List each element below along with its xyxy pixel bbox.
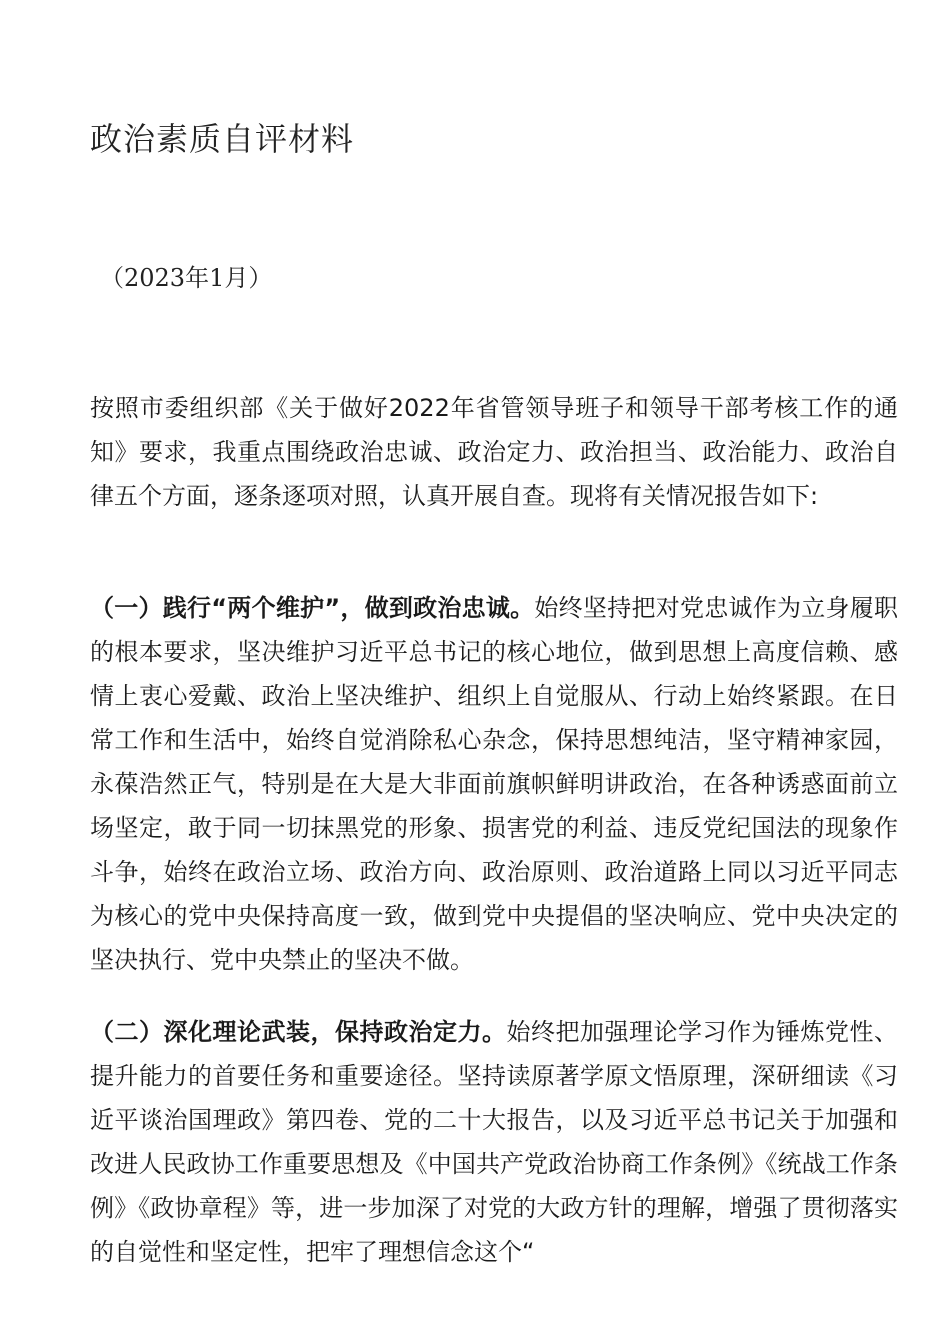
section-paragraph-1 (90, 586, 898, 982)
section-body-1: 始终坚持把对党忠诚作为立身履职的根本要求，坚决维护习近平总书记的核心地位，做到思想上高度信赖、感情上衷心爱戴、政治上坚决维护、组织上自觉服从、行动上始终紧跟。在日常工作和生活中，始终自觉消除私心杂念，保持思想纯洁，坚守精神家园，永葆浩然正气，特别是在大是大非面前旗帜鲜明讲政治，在各种诱惑面前立场坚定，敢于同一切抹黑党的形象、损害党的利益、违反党纪国法的现象作斗争，始终在政治立场、政治方向、政治原则、政治道路上同以习近平同志为核心的党中央保持高度一致，做到党中央提倡的坚决响应、党中央决定的坚决执行、党中央禁止的坚决不做。 (90, 594, 899, 974)
section-heading-2: （二）深化理论武装，保持政治定力。 (90, 1018, 507, 1046)
section-body-2: 始终把加强理论学习作为锤炼党性、提升能力的首要任务和重要途径。坚持读原著学原文悟原理，深研细读《习近平谈治国理政》第四卷、党的二十大报告，以及习近平总书记关于加强和改进人民政协工作重要思想及《中国共产党政治协商工作条例》《统战工作条例》《政协章程》等，进一步加深了对党的大政方针的理解，增强了贯彻落实的自觉性和坚定性，把牢了理想信念这个“ (90, 1018, 898, 1266)
document-title: 政治素质自评材料 (90, 120, 355, 158)
section-heading-1: （一）践行“两个维护”，做到政治忠诚。 (90, 594, 535, 622)
document-date: （2023年1月） (100, 264, 273, 292)
intro-paragraph: 按照市委组织部《关于做好2022年省管领导班子和领导干部考核工作的通知》要求，我重点围绕政治忠诚、政治定力、政治担当、政治能力、政治自律五个方面，逐条逐项对照，认真开展自查。现将有关情况报告如下: (90, 394, 898, 510)
section-paragraph-2 (90, 1010, 898, 1274)
